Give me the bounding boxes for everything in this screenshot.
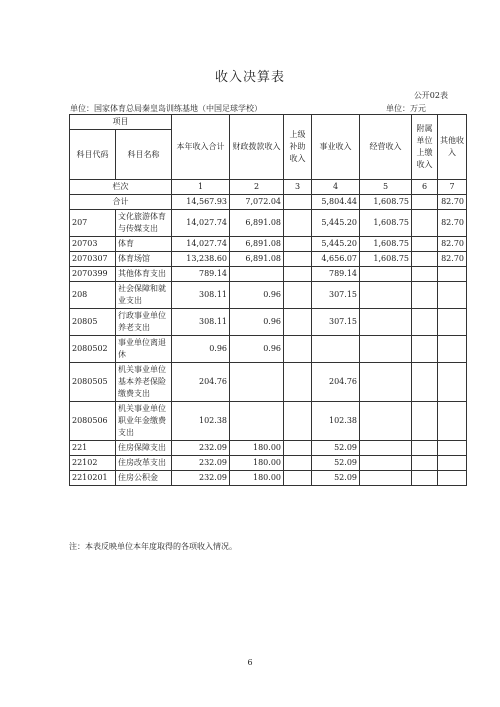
table-row bbox=[70, 237, 467, 252]
subject-code: 20805 bbox=[70, 309, 116, 336]
header-total: 本年收入合计 bbox=[172, 115, 230, 180]
amount-cell bbox=[284, 456, 312, 471]
amount-cell bbox=[312, 336, 360, 363]
amount-cell bbox=[284, 402, 312, 441]
subject-name: 行政事业单位养老支出 bbox=[116, 309, 172, 336]
amount-cell: 14,027.74 bbox=[172, 210, 230, 237]
org-label: 单位：国家体育总局秦皇岛训练基地（中国足球学校） bbox=[70, 104, 262, 113]
amount-cell: 52.09 bbox=[312, 456, 360, 471]
amount-cell: 0.96 bbox=[230, 282, 284, 309]
amount-cell: 52.09 bbox=[312, 471, 360, 486]
total-cell bbox=[412, 195, 438, 210]
subject-name: 其他体育支出 bbox=[116, 267, 172, 282]
amount-cell bbox=[230, 402, 284, 441]
amount-cell bbox=[438, 471, 467, 486]
header-other: 其他收入 bbox=[438, 115, 467, 180]
subject-name: 文化旅游体育与传媒支出 bbox=[116, 210, 172, 237]
amount-cell bbox=[360, 471, 412, 486]
subject-name: 住房改革支出 bbox=[116, 456, 172, 471]
table-row bbox=[70, 282, 467, 309]
income-table bbox=[69, 114, 467, 486]
header-business: 事业收入 bbox=[312, 115, 360, 180]
column-number: 6 bbox=[412, 180, 438, 195]
amount-cell: 0.96 bbox=[172, 336, 230, 363]
amount-cell bbox=[412, 267, 438, 282]
table-row bbox=[70, 363, 467, 402]
amount-cell bbox=[284, 252, 312, 267]
amount-cell: 14,027.74 bbox=[172, 237, 230, 252]
header-affiliated: 附属单位上缴收入 bbox=[412, 115, 438, 180]
amount-cell bbox=[360, 336, 412, 363]
amount-cell: 789.14 bbox=[312, 267, 360, 282]
subject-name: 社会保障和就业支出 bbox=[116, 282, 172, 309]
amount-cell bbox=[438, 267, 467, 282]
amount-cell bbox=[284, 441, 312, 456]
amount-cell bbox=[438, 282, 467, 309]
amount-cell: 1,608.75 bbox=[360, 252, 412, 267]
table-row bbox=[70, 210, 467, 237]
page-title: 收入决算表 bbox=[214, 70, 285, 85]
subject-name: 机关事业单位职业年金缴费支出 bbox=[116, 402, 172, 441]
amount-cell bbox=[360, 441, 412, 456]
total-label: 合计 bbox=[70, 195, 172, 210]
amount-cell bbox=[284, 282, 312, 309]
amount-cell: 1,608.75 bbox=[360, 210, 412, 237]
amount-cell bbox=[438, 441, 467, 456]
amount-cell: 180.00 bbox=[230, 456, 284, 471]
subject-code: 20703 bbox=[70, 237, 116, 252]
amount-cell: 5,445.20 bbox=[312, 237, 360, 252]
amount-cell bbox=[412, 210, 438, 237]
subject-name: 住房保障支出 bbox=[116, 441, 172, 456]
amount-cell: 102.38 bbox=[312, 402, 360, 441]
column-number: 2 bbox=[230, 180, 284, 195]
amount-cell: 82.70 bbox=[438, 237, 467, 252]
total-cell: 7,072.04 bbox=[230, 195, 284, 210]
subject-code: 2070399 bbox=[70, 267, 116, 282]
header-operating: 经营收入 bbox=[360, 115, 412, 180]
header-subsidy: 上级补助收入 bbox=[284, 115, 312, 180]
header-item-group: 项目 bbox=[70, 115, 172, 130]
amount-cell: 232.09 bbox=[172, 456, 230, 471]
amount-cell: 204.76 bbox=[172, 363, 230, 402]
subject-code: 2080505 bbox=[70, 363, 116, 402]
table-row bbox=[70, 402, 467, 441]
unit-label: 单位：万元 bbox=[386, 104, 426, 113]
amount-cell bbox=[438, 456, 467, 471]
amount-cell bbox=[284, 237, 312, 252]
amount-cell bbox=[412, 471, 438, 486]
amount-cell bbox=[438, 309, 467, 336]
header-fiscal: 财政拨款收入 bbox=[230, 115, 284, 180]
total-row bbox=[70, 195, 467, 210]
amount-cell bbox=[284, 309, 312, 336]
amount-cell: 6,891.08 bbox=[230, 210, 284, 237]
header-row-1 bbox=[70, 115, 467, 130]
table-row bbox=[70, 456, 467, 471]
amount-cell bbox=[360, 456, 412, 471]
amount-cell: 1,608.75 bbox=[360, 237, 412, 252]
subject-code: 2070307 bbox=[70, 252, 116, 267]
table-row bbox=[70, 336, 467, 363]
amount-cell: 308.11 bbox=[172, 282, 230, 309]
amount-cell: 204.76 bbox=[312, 363, 360, 402]
total-cell bbox=[284, 195, 312, 210]
amount-cell: 6,891.08 bbox=[230, 237, 284, 252]
subject-code: 221 bbox=[70, 441, 116, 456]
table-row bbox=[70, 252, 467, 267]
subject-code: 208 bbox=[70, 282, 116, 309]
amount-cell: 102.38 bbox=[172, 402, 230, 441]
subject-code: 2080502 bbox=[70, 336, 116, 363]
column-number: 5 bbox=[360, 180, 412, 195]
amount-cell: 789.14 bbox=[172, 267, 230, 282]
subject-name: 住房公积金 bbox=[116, 471, 172, 486]
subject-code: 2210201 bbox=[70, 471, 116, 486]
amount-cell bbox=[230, 363, 284, 402]
subject-code: 22102 bbox=[70, 456, 116, 471]
total-cell: 1,608.75 bbox=[360, 195, 412, 210]
table-row bbox=[70, 471, 467, 486]
amount-cell bbox=[412, 402, 438, 441]
amount-cell bbox=[284, 336, 312, 363]
total-cell: 82.70 bbox=[438, 195, 467, 210]
amount-cell: 13,238.60 bbox=[172, 252, 230, 267]
column-index-row bbox=[70, 180, 467, 195]
total-cell: 14,567.93 bbox=[172, 195, 230, 210]
amount-cell bbox=[412, 282, 438, 309]
amount-cell: 307.15 bbox=[312, 282, 360, 309]
amount-cell: 308.11 bbox=[172, 309, 230, 336]
amount-cell bbox=[284, 210, 312, 237]
amount-cell bbox=[284, 267, 312, 282]
amount-cell: 82.70 bbox=[438, 252, 467, 267]
amount-cell: 52.09 bbox=[312, 441, 360, 456]
amount-cell bbox=[360, 402, 412, 441]
subject-code: 207 bbox=[70, 210, 116, 237]
subject-name: 体育 bbox=[116, 237, 172, 252]
subject-name: 体育场馆 bbox=[116, 252, 172, 267]
amount-cell bbox=[412, 336, 438, 363]
footnote: 注：本表反映单位本年度取得的各项收入情况。 bbox=[69, 542, 237, 551]
column-number: 1 bbox=[172, 180, 230, 195]
column-number: 4 bbox=[312, 180, 360, 195]
amount-cell bbox=[230, 267, 284, 282]
amount-cell bbox=[438, 402, 467, 441]
subject-name: 事业单位离退休 bbox=[116, 336, 172, 363]
form-code: 公开02表 bbox=[413, 91, 448, 100]
page-number: 6 bbox=[247, 658, 253, 667]
amount-cell: 6,891.08 bbox=[230, 252, 284, 267]
amount-cell bbox=[412, 252, 438, 267]
table-row bbox=[70, 267, 467, 282]
amount-cell: 180.00 bbox=[230, 471, 284, 486]
subject-code: 2080506 bbox=[70, 402, 116, 441]
amount-cell: 180.00 bbox=[230, 441, 284, 456]
amount-cell bbox=[412, 237, 438, 252]
amount-cell bbox=[412, 456, 438, 471]
amount-cell bbox=[360, 282, 412, 309]
amount-cell bbox=[360, 309, 412, 336]
header-code: 科目代码 bbox=[70, 130, 116, 180]
amount-cell: 307.15 bbox=[312, 309, 360, 336]
header-name: 科目名称 bbox=[116, 130, 172, 180]
amount-cell bbox=[438, 363, 467, 402]
amount-cell bbox=[412, 363, 438, 402]
amount-cell: 4,656.07 bbox=[312, 252, 360, 267]
column-number: 7 bbox=[438, 180, 467, 195]
table-row bbox=[70, 309, 467, 336]
column-index-label: 栏次 bbox=[70, 180, 172, 195]
amount-cell: 0.96 bbox=[230, 336, 284, 363]
amount-cell bbox=[284, 471, 312, 486]
table-row bbox=[70, 441, 467, 456]
amount-cell: 232.09 bbox=[172, 441, 230, 456]
column-number: 3 bbox=[284, 180, 312, 195]
amount-cell bbox=[412, 309, 438, 336]
amount-cell bbox=[438, 336, 467, 363]
amount-cell: 0.96 bbox=[230, 309, 284, 336]
subject-name: 机关事业单位基本养老保险缴费支出 bbox=[116, 363, 172, 402]
amount-cell bbox=[412, 441, 438, 456]
amount-cell: 5,445.20 bbox=[312, 210, 360, 237]
total-cell: 5,804.44 bbox=[312, 195, 360, 210]
amount-cell bbox=[284, 363, 312, 402]
amount-cell bbox=[360, 267, 412, 282]
amount-cell bbox=[360, 363, 412, 402]
amount-cell: 232.09 bbox=[172, 471, 230, 486]
amount-cell: 82.70 bbox=[438, 210, 467, 237]
